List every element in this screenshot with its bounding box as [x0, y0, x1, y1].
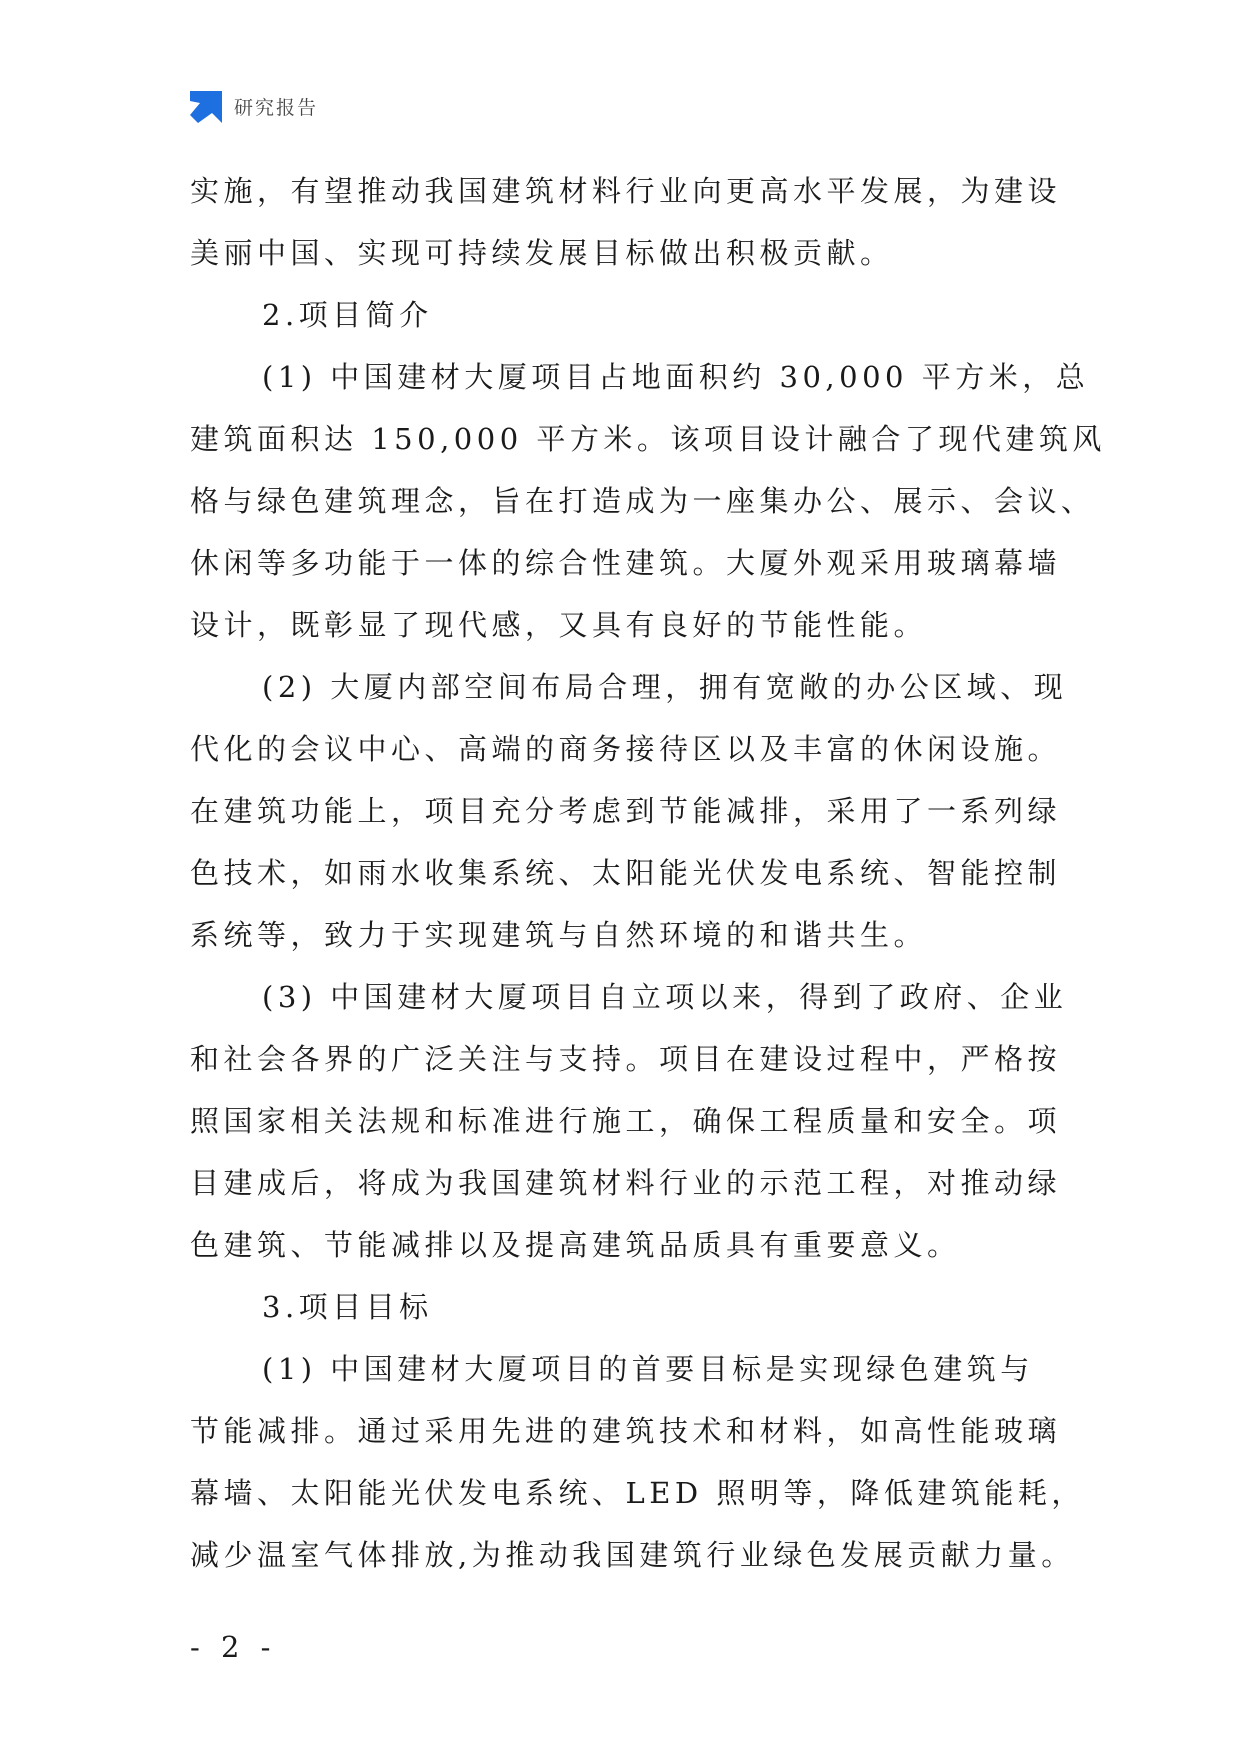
document-body — [190, 160, 1106, 1586]
text-line: 设计，既彰显了现代感，又具有良好的节能性能。 — [190, 608, 928, 642]
page-number: - 2 - — [190, 1630, 277, 1664]
page-header — [190, 88, 318, 124]
text-line: (2) 大厦内部空间布局合理，拥有宽敞的办公区域、现 — [262, 670, 1068, 704]
text-line: (3) 中国建材大厦项目自立项以来，得到了政府、企业 — [262, 980, 1068, 1014]
text-line: (1) 中国建材大厦项目占地面积约 30,000 平方米，总 — [262, 360, 1090, 394]
text-line: 代化的会议中心、高端的商务接待区以及丰富的休闲设施。 — [190, 732, 1062, 766]
text-line: 幕墙、太阳能光伏发电系统、LED 照明等，降低建筑能耗， — [190, 1476, 1085, 1510]
text-line: 实施，有望推动我国建筑材料行业向更高水平发展，为建设 — [190, 174, 1062, 208]
text-line: 休闲等多功能于一体的综合性建筑。大厦外观采用玻璃幕墙 — [190, 546, 1062, 580]
text-line: 格与绿色建筑理念，旨在打造成为一座集办公、展示、会议、 — [190, 484, 1095, 518]
text-line: 系统等，致力于实现建筑与自然环境的和谐共生。 — [190, 918, 928, 952]
text-line: 建筑面积达 150,000 平方米。该项目设计融合了现代建筑风 — [190, 422, 1106, 456]
header-title: 研究报告 — [234, 96, 319, 119]
section-heading: 2.项目简介 — [262, 298, 433, 332]
text-line: 美丽中国、实现可持续发展目标做出积极贡献。 — [190, 236, 894, 270]
logo-icon — [190, 89, 224, 123]
text-line: 在建筑功能上，项目充分考虑到节能减排，采用了一系列绿 — [190, 794, 1062, 828]
text-line: 节能减排。通过采用先进的建筑技术和材料，如高性能玻璃 — [190, 1414, 1062, 1448]
text-line: 减少温室气体排放,为推动我国建筑行业绿色发展贡献力量。 — [190, 1538, 1075, 1572]
text-line: 色技术，如雨水收集系统、太阳能光伏发电系统、智能控制 — [190, 856, 1062, 890]
text-line: 目建成后，将成为我国建筑材料行业的示范工程，对推动绿 — [190, 1166, 1062, 1200]
text-line: 和社会各界的广泛关注与支持。项目在建设过程中，严格按 — [190, 1042, 1062, 1076]
text-line: (1) 中国建材大厦项目的首要目标是实现绿色建筑与 — [262, 1352, 1034, 1386]
text-line: 色建筑、节能减排以及提高建筑品质具有重要意义。 — [190, 1228, 961, 1262]
text-line: 照国家相关法规和标准进行施工，确保工程质量和安全。项 — [190, 1104, 1062, 1138]
section-heading: 3.项目目标 — [262, 1290, 433, 1324]
